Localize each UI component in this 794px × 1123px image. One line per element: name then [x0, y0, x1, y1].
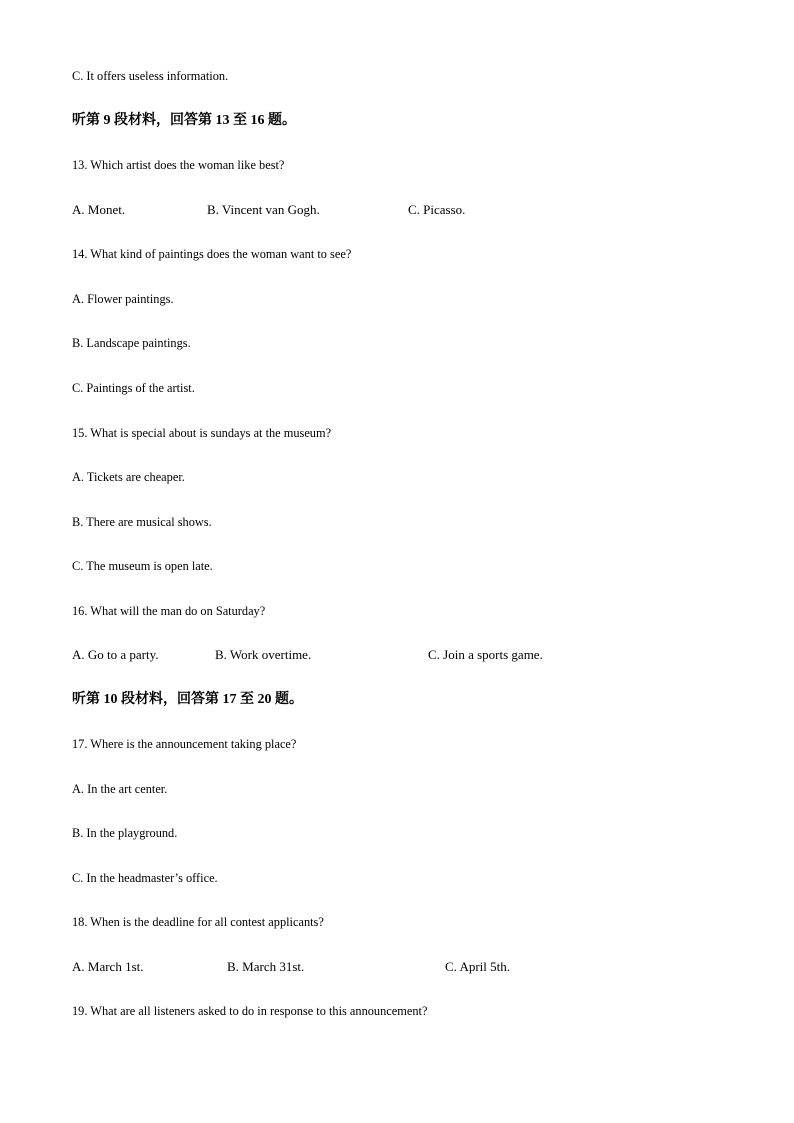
q17-option-b: B. In the playground. — [72, 825, 178, 840]
q15-option-b: B. There are musical shows. — [72, 514, 212, 529]
section-heading-10: 听第 10 段材料，回答第 17 至 20 题。 — [72, 692, 303, 707]
question-15: 15. What is special about is sundays at the museum? — [72, 425, 332, 440]
q16-option-c: C. Join a sports game. — [428, 647, 543, 662]
q14-option-c: C. Paintings of the artist. — [72, 380, 195, 395]
q18-option-b: B. March 31st. — [227, 959, 305, 974]
q16-option-b: B. Work overtime. — [215, 647, 312, 662]
q16-option-a: A. Go to a party. — [72, 647, 159, 662]
q14-option-a: A. Flower paintings. — [72, 291, 174, 306]
q13-option-b: B. Vincent van Gogh. — [207, 202, 320, 217]
section-heading-9: 听第 9 段材料，回答第 13 至 16 题。 — [72, 113, 296, 128]
q15-option-a: A. Tickets are cheaper. — [72, 469, 185, 484]
question-16: 16. What will the man do on Saturday? — [72, 603, 266, 618]
question-18: 18. When is the deadline for all contest applicants? — [72, 914, 324, 929]
q18-option-c: C. April 5th. — [445, 959, 511, 974]
question-19: 19. What are all listeners asked to do in response to this announcement? — [72, 1003, 428, 1018]
q17-option-c: C. In the headmaster’s office. — [72, 870, 218, 885]
option-c-q12: C. It offers useless information. — [72, 68, 229, 83]
q18-option-a: A. March 1st. — [72, 959, 144, 974]
q14-option-b: B. Landscape paintings. — [72, 335, 191, 350]
question-13: 13. Which artist does the woman like best? — [72, 157, 285, 172]
q17-option-a: A. In the art center. — [72, 781, 168, 796]
q13-option-a: A. Monet. — [72, 202, 126, 217]
q15-option-c: C. The museum is open late. — [72, 558, 213, 573]
q13-option-c: C. Picasso. — [408, 202, 466, 217]
question-14: 14. What kind of paintings does the woman want to see? — [72, 246, 352, 261]
question-17: 17. Where is the announcement taking place? — [72, 736, 297, 751]
